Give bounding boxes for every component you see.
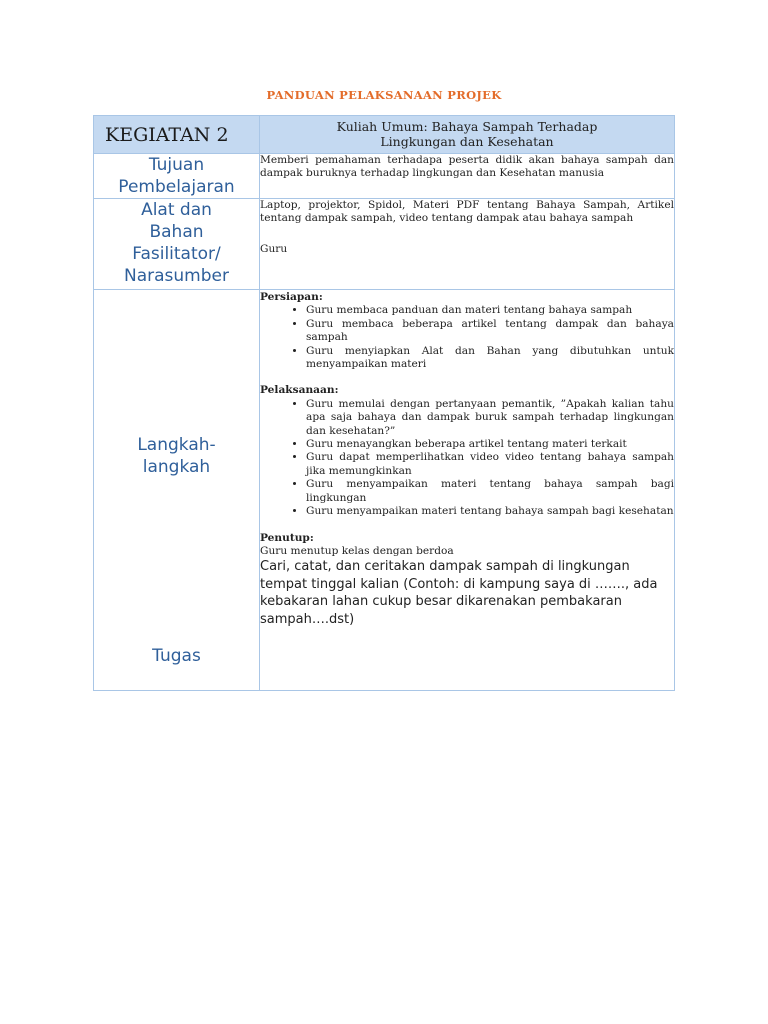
langkah-tugas-label-cell [94,290,260,691]
tujuan-content-cell [260,154,675,199]
alat-bahan-text: Laptop, projektor, Spidol, Materi PDF tentang Bahaya Sampah, Artikel tentang dampak sampah, video tentang dampak atau bahaya sampah [260,199,674,225]
tugas-label-wrap [94,622,259,690]
list-item: • Guru membaca beberapa artikel tentang dampak dan bahaya sampah [306,318,674,345]
activity-number-cell [94,116,260,154]
list-item: • Guru menayangkan beberapa artikel tentang materi terkait [306,438,674,451]
list-item: • Guru membaca panduan dan materi tentang bahaya sampah [306,304,674,317]
tujuan-text: Memberi pemahaman terhadapa peserta didik akan bahaya sampah dan dampak buruknya terhadap lingkungan dan Kesehatan manusia [260,154,674,180]
list-item: • Guru menyampaikan materi tentang bahaya sampah bagi lingkungan [306,478,674,505]
persiapan-heading: Persiapan: [260,291,323,303]
penutup-text: Guru menutup kelas dengan berdoa [260,544,454,557]
alat-content-cell [260,199,675,290]
pelaksanaan-list [260,398,674,519]
table-row-tujuan [94,154,675,199]
tujuan-label-line1: Tujuan [148,155,205,175]
activity-topic-cell [260,116,675,154]
alat-label-cell [94,199,260,290]
list-item: • Guru memulai dengan pertanyaan pemantik, ”Apakah kalian tahu apa saja bahaya dan dampak buruk sampah terhadap lingkungan dan kesehatan?” [306,398,674,438]
penutup-heading: Penutup: [260,531,314,544]
list-item: • Guru menyampaikan materi tentang bahaya sampah bagi kesehatan [306,505,674,518]
table-header-row [94,116,675,154]
alat-label-line2: Bahan [149,222,204,242]
fasilitator-text: Guru [260,242,288,255]
alat-label-line3: Fasilitator/ [132,244,221,264]
activity-topic-line1: Kuliah Umum: Bahaya Sampah Terhadap [336,119,598,134]
table-row-alat-bahan [94,199,675,290]
activity-table [93,115,675,691]
langkah-label-line2: langkah [142,457,211,477]
alat-label-line1: Alat dan [141,200,212,220]
list-item: • Guru dapat memperlihatkan video video tentang bahaya sampah jika memungkinkan [306,451,674,478]
persiapan-list [260,304,674,371]
alat-label-line4: Narasumber [124,266,229,286]
langkah-content-cell [260,290,675,691]
activity-number: KEGIATAN 2 [105,123,229,146]
pelaksanaan-heading: Pelaksanaan: [260,384,339,397]
langkah-label-wrap [94,290,259,622]
tugas-text: Cari, catat, dan ceritakan dampak sampah di lingkungan tempat tinggal kalian (Contoh: di kampung saya di ……., ada kebakaran lahan cukup besar dikarenakan pembakaran sampah….dst) [260,559,658,627]
tujuan-label-line2: Pembelajaran [118,177,235,197]
tujuan-label-cell [94,154,260,199]
tugas-label: Tugas [152,646,201,666]
table-row-langkah [94,290,675,691]
langkah-label-line1: Langkah- [137,435,216,455]
document-title: PANDUAN PELAKSANAAN PROJEK [266,88,502,102]
activity-topic-line2: Lingkungan dan Kesehatan [380,134,554,149]
list-item: • Guru menyiapkan Alat dan Bahan yang dibutuhkan untuk menyampaikan materi [306,345,674,372]
